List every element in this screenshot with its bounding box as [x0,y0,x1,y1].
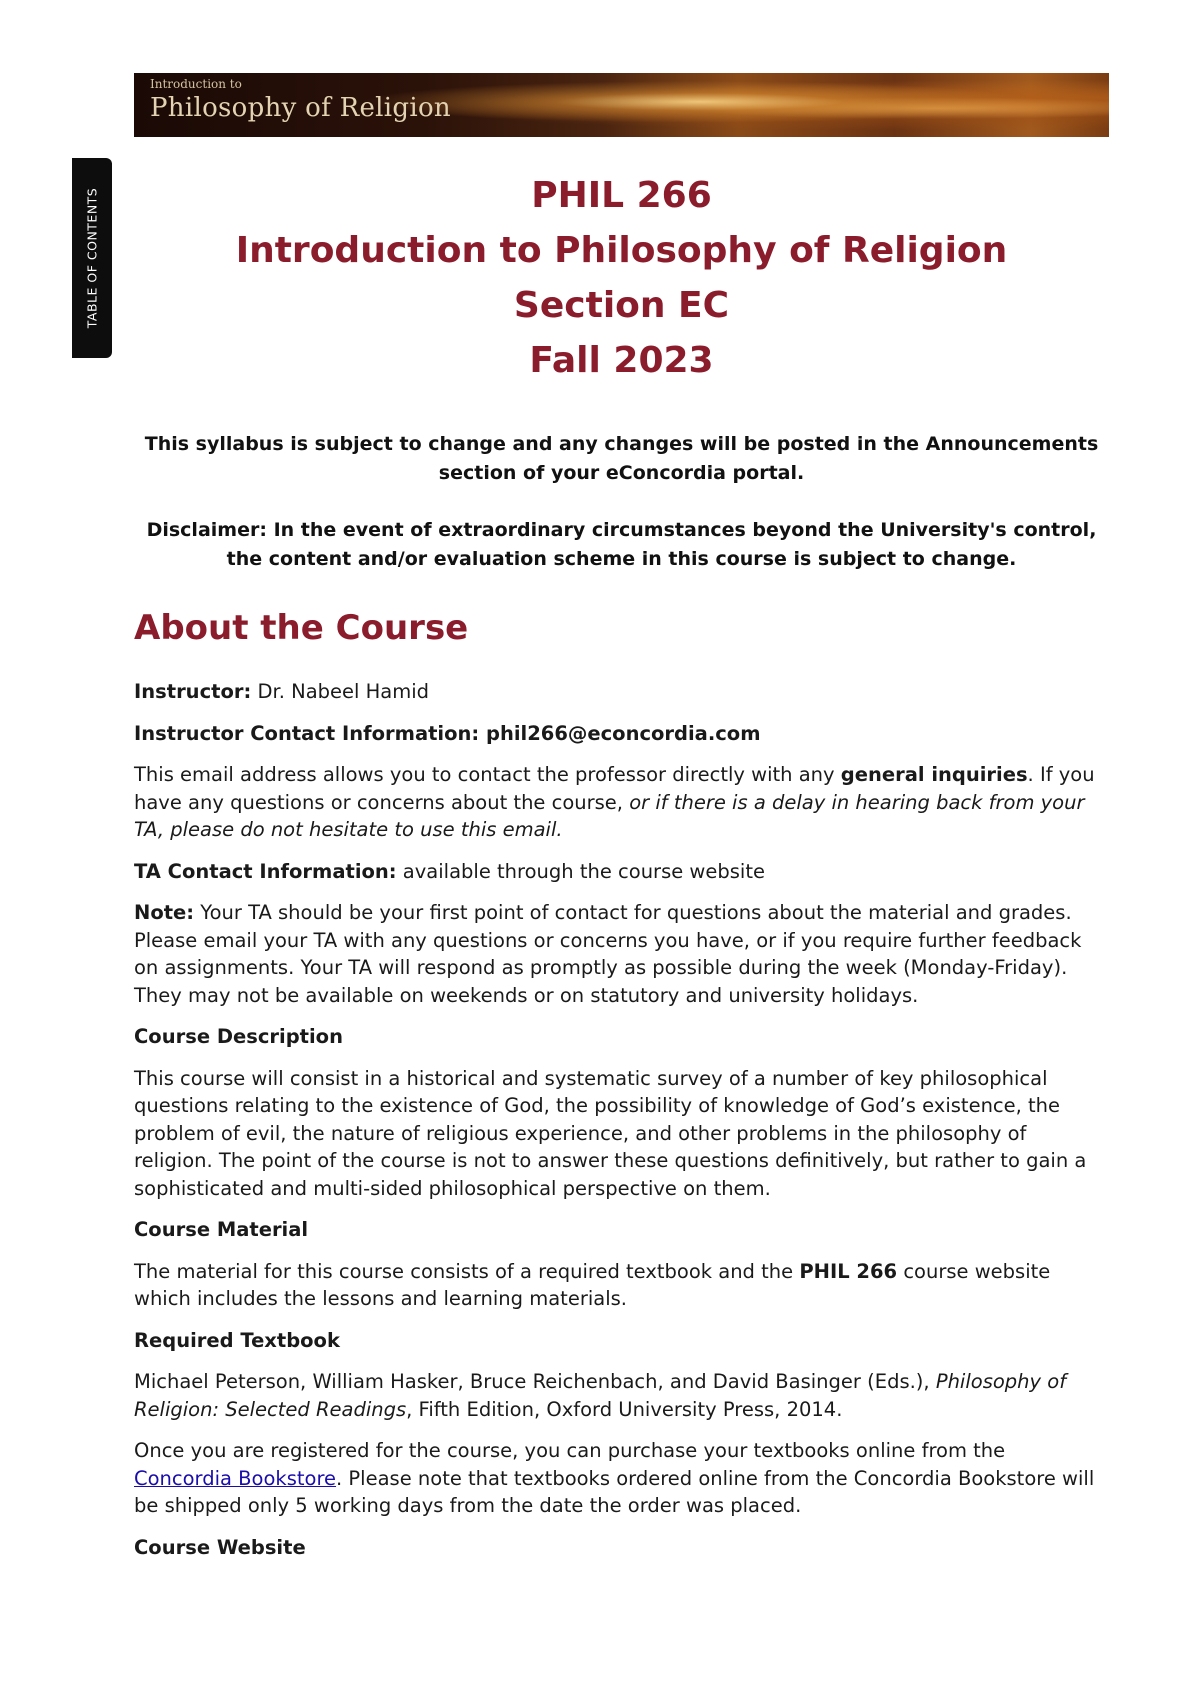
email-text-bold: general inquiries [840,763,1028,786]
textbook-authors: Michael Peterson, William Hasker, Bruce Reichenbach, and David Basinger (Eds.), [134,1370,936,1393]
email-text-b: . If you have any questions or concerns about the course, [134,763,1095,814]
bookstore-link[interactable]: Concordia Bookstore [134,1466,337,1490]
table-of-contents-tab[interactable] [72,158,112,358]
contact-label: Instructor Contact Information: [134,721,486,745]
note-label: Note: [134,901,195,924]
course-term: Fall 2023 [529,340,714,381]
material-text-bold: PHIL 266 [799,1259,898,1283]
purchase-text-b: . Please note that textbooks ordered online from the Concordia Bookstore will be shipped only 5 working days from the date the order was placed. [134,1466,1095,1517]
about-heading: About the Course [134,608,469,648]
ta-value: available through the course website [396,859,765,883]
contact-line [134,720,1109,748]
purchase-text-a: Once you are registered for the course, you can purchase your textbooks online from the [134,1439,1006,1462]
disclaimer [134,516,1109,574]
syllabus-notice [134,430,1109,574]
textbook-edition: , Fifth Edition, Oxford University Press, 2014. [406,1397,843,1421]
disclaimer-label: Disclaimer: [146,519,274,541]
note-paragraph [134,899,1109,1009]
description-text: This course will consist in a historical and systematic survey of a number of key philosophical questions relating to the existence of God, the possibility of knowledge of God’s existence, the problem of evil, the nature of religious experience, and other problems in the philosophy of religion. The point of the course is not to answer these questions definitively, but rather to gain a sophisticated and multi-sided philosophical perspective on them. [134,1066,1087,1200]
email-text-italic: or if there is a delay in hearing back from your TA, please do not hesitate to use this email. [134,790,1085,841]
textbook-title: Philosophy of Religion: Selected Readings [134,1370,1067,1421]
textbook-citation [134,1368,1109,1423]
description-heading: Course Description [134,1025,343,1048]
contact-email: phil266@econcordia.com [485,721,761,745]
note-text: Your TA should be your first point of contact for questions about the material and grades. Please email your TA with any questions or concerns you have, or if you require further feedback on assignments. Your TA will respond as promptly as possible during the week (Monday-Friday). They may not be available on weekends or on statutory and university holidays. [134,901,1082,1007]
ta-line [134,858,1109,886]
website-heading: Course Website [134,1535,306,1559]
banner-title: Philosophy of Religion [150,93,451,123]
course-title-block [134,168,1109,388]
disclaimer-text: In the event of extraordinary circumstances beyond the University's control, the content and/or evaluation scheme in this course is subject to change. [226,519,1097,570]
about-section [134,604,1109,1575]
instructor-name: Dr. Nabeel Hamid [251,680,430,703]
course-banner [134,73,1109,137]
email-text-a: This email address allows you to contact the professor directly with any [134,763,841,786]
material-paragraph [134,1258,1109,1313]
instructor-line [134,678,1109,706]
course-code: PHIL 266 [531,175,712,216]
textbook-heading: Required Textbook [134,1328,340,1352]
email-paragraph [134,761,1109,844]
banner-small-text: Introduction to [150,77,242,91]
course-name: Introduction to Philosophy of Religion [235,230,1008,271]
material-heading: Course Material [134,1218,309,1241]
course-section: Section EC [513,285,730,326]
purchase-paragraph [134,1437,1109,1520]
toc-tab-label: TABLE OF CONTENTS [84,187,100,329]
change-notice: This syllabus is subject to change and any changes will be posted in the Announcements section of your eConcordia portal. [144,433,1099,484]
ta-label: TA Contact Information: [134,859,397,883]
material-text-b: course website which includes the lessons and learning materials. [134,1259,1051,1310]
instructor-label: Instructor: [134,680,252,703]
material-text-a: The material for this course consists of a required textbook and the [134,1259,800,1283]
